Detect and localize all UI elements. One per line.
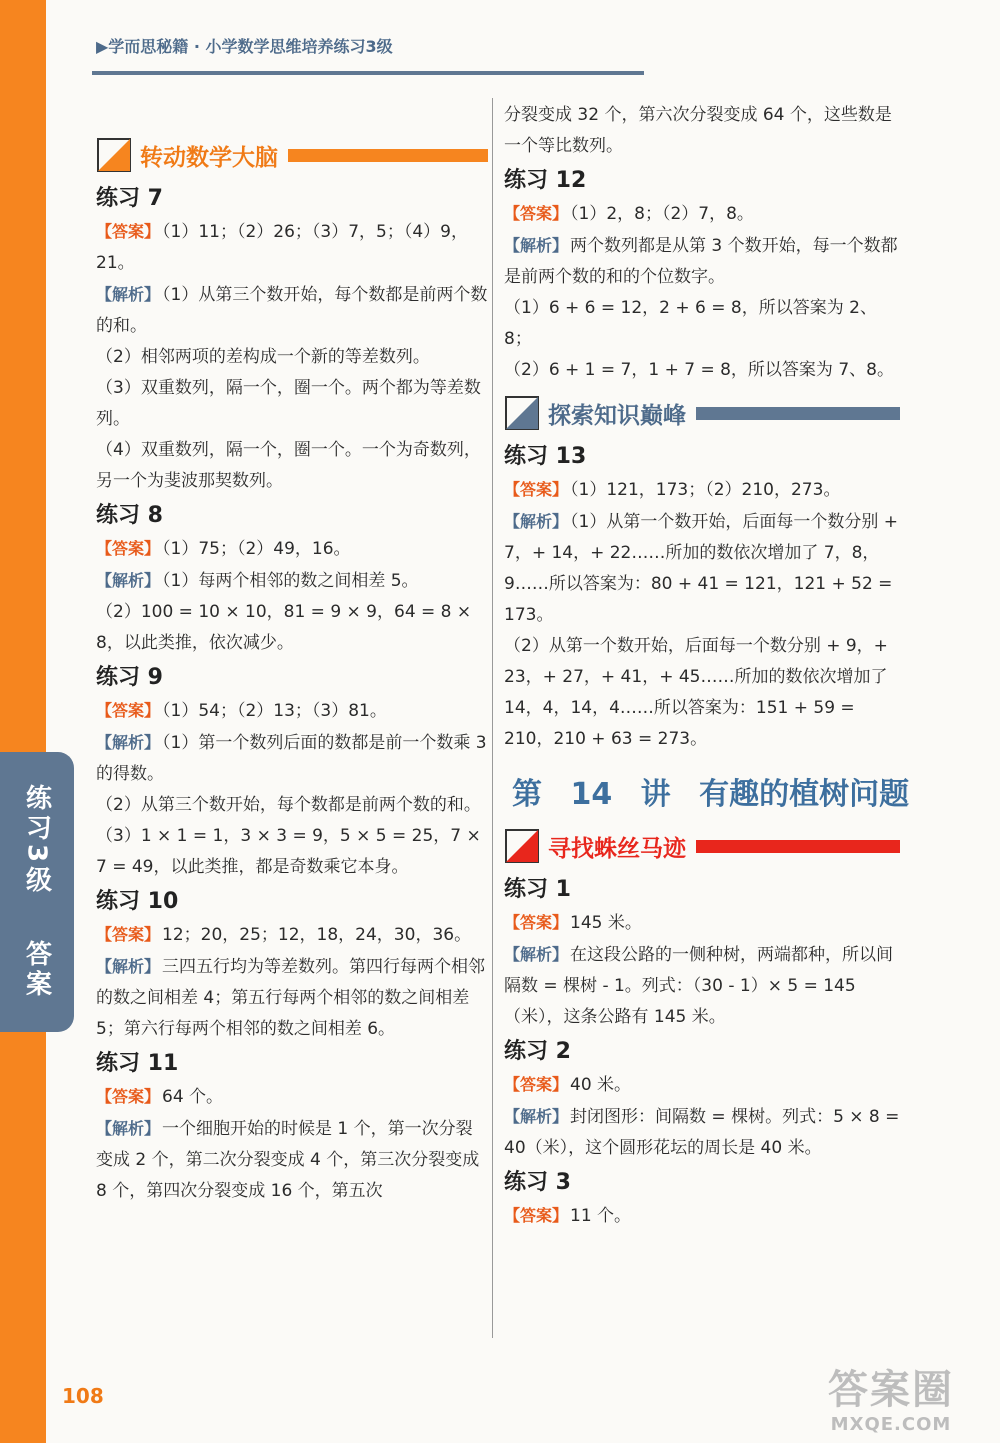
analysis-text: （1）从第三个数开始，每个数都是前两个数的和。 — [96, 285, 488, 336]
answer-line — [96, 1081, 488, 1113]
exercise-title: 练习 2 — [504, 1039, 571, 1064]
answer-text: 40 米。 — [570, 1075, 632, 1095]
answer-line — [96, 695, 488, 727]
answer-line — [504, 907, 900, 939]
answer-text: （1）11；（2）26；（3）7，5；（4）9，21。 — [96, 222, 468, 273]
answer-tag: 【答案】 — [504, 913, 569, 932]
section-title: 寻找蛛丝马迹 — [548, 835, 686, 862]
exercise-title: 练习 9 — [96, 665, 163, 690]
answer-text: 145 米。 — [570, 913, 642, 933]
answer-line — [504, 1069, 900, 1101]
half-square-icon — [504, 395, 540, 431]
section-bar — [288, 149, 488, 162]
exercise-title: 练习 1 — [504, 877, 571, 902]
exercise-title: 练习 8 — [96, 503, 163, 528]
answer-text: 11 个。 — [570, 1206, 632, 1226]
analysis-text: （4）双重数列，隔一个，圈一个。一个为奇数列，另一个为斐波那契数列。 — [96, 440, 481, 491]
analysis-tag: 【解析】 — [96, 733, 161, 752]
side-tab-level: 练习3级 — [21, 783, 52, 897]
column-divider — [492, 98, 493, 1338]
answer-tag: 【答案】 — [504, 1075, 569, 1094]
analysis-text: （2）从第三个数开始，每个数都是前两个数的和。 — [96, 795, 481, 815]
answer-text: 64 个。 — [162, 1087, 224, 1107]
analysis-line — [96, 727, 488, 790]
answer-line — [96, 533, 488, 565]
page-number: 108 — [62, 1384, 104, 1408]
analysis-text: 两个数列都是从第 3 个数开始，每一个数都是前两个数的和的个位数字。 — [504, 236, 898, 287]
exercise-title: 练习 13 — [504, 444, 587, 469]
watermark-url: MXQE.COM — [830, 1414, 952, 1435]
half-square-icon — [504, 828, 540, 864]
section-title: 探索知识巅峰 — [548, 402, 686, 429]
side-tab — [0, 752, 74, 1032]
answer-text: （1）75；（2）49，16。 — [162, 539, 351, 559]
analysis-tag: 【解析】 — [504, 512, 569, 531]
analysis-text: （1）从第一个数开始，后面每一个数分别 + 7，+ 14，+ 22……所加的数依次增加了 7，8，9……所以答案为：80 + 41 = 121，121 + 52 = 173。 — [504, 512, 898, 625]
answer-text: （1）54；（2）13；（3）81。 — [162, 701, 387, 721]
analysis-text: 三四五行均为等差数列。第四行每两个相邻的数之间相差 4；第五行每两个相邻的数之间相差 5；第六行每两个相邻的数之间相差 6。 — [96, 957, 486, 1039]
answer-line — [504, 474, 900, 506]
header-rule — [92, 71, 644, 75]
answer-line — [96, 919, 488, 951]
analysis-line — [504, 506, 900, 631]
lecture-title: 第 14 讲 有趣的植树问题 — [512, 777, 910, 812]
exercise-title: 练习 7 — [96, 186, 163, 211]
answer-tag: 【答案】 — [96, 925, 161, 944]
answer-tag: 【答案】 — [504, 204, 569, 223]
answer-tag: 【答案】 — [96, 701, 161, 720]
answer-tag: 【答案】 — [96, 1087, 161, 1106]
analysis-text: （3）双重数列，隔一个，圈一个。两个都为等差数列。 — [96, 378, 481, 429]
answer-text: （1）121，173；（2）210，273。 — [570, 480, 841, 500]
orange-edge-strip — [0, 0, 46, 1443]
analysis-line — [504, 1101, 900, 1164]
analysis-text: （2）相邻两项的差构成一个新的等差数列。 — [96, 347, 430, 367]
analysis-text: （3）1 × 1 = 1，3 × 3 = 9，5 × 5 = 25，7 × 7 = 49，以此类推，都是奇数乘它本身。 — [96, 826, 481, 877]
analysis-text: （2）从第一个数开始，后面每一个数分别 + 9，+ 23，+ 27，+ 41，+ 45……所加的数依次增加了 14，4，14，4……所以答案为：151 + 59 = 210，210 + 63 = 273。 — [504, 636, 888, 749]
answer-tag: 【答案】 — [504, 480, 569, 499]
analysis-tag: 【解析】 — [96, 1119, 161, 1138]
left-column — [96, 128, 488, 1207]
section-head-clues — [504, 823, 900, 869]
section-title: 转动数学大脑 — [140, 144, 278, 171]
exercise-title: 练习 11 — [96, 1051, 179, 1076]
section-bar — [696, 840, 900, 853]
exercise-title: 练习 10 — [96, 889, 179, 914]
analysis-text: 一个细胞开始的时候是 1 个，第一次分裂变成 2 个，第二次分裂变成 4 个，第三次分裂变成 8 个，第四次分裂变成 16 个，第五次 — [96, 1119, 480, 1201]
section-bar — [696, 407, 900, 420]
answer-line — [504, 1200, 900, 1232]
analysis-text: 封闭图形：间隔数 = 棵树。列式：5 × 8 = 40（米），这个圆形花坛的周长是 40 米。 — [504, 1107, 900, 1158]
watermark-logo — [796, 1366, 986, 1435]
analysis-line — [96, 565, 488, 597]
analysis-text: 在这段公路的一侧种树，两端都种，所以间隔数 = 棵树 - 1。列式：（30 - 1）× 5 = 145（米），这条公路有 145 米。 — [504, 945, 894, 1027]
watermark-text: 答案圈 — [828, 1367, 954, 1413]
answer-line — [96, 216, 488, 279]
exercise-title: 练习 3 — [504, 1170, 571, 1195]
exercise-title: 练习 12 — [504, 168, 587, 193]
analysis-text: （2）100 = 10 × 10，81 = 9 × 9，64 = 8 × 8，以此类推，依次减少。 — [96, 602, 472, 653]
analysis-line — [96, 951, 488, 1045]
analysis-tag: 【解析】 — [504, 945, 569, 964]
section-head-brain — [96, 132, 488, 178]
continued-text: 分裂变成 32 个，第六次分裂变成 64 个，这些数是一个等比数列。 — [504, 105, 892, 156]
answer-tag: 【答案】 — [96, 539, 161, 558]
analysis-tag: 【解析】 — [96, 571, 161, 590]
analysis-line — [504, 230, 900, 293]
analysis-text: （1）6 + 6 = 12，2 + 6 = 8，所以答案为 2、8； — [504, 298, 877, 349]
analysis-text: （1）每两个相邻的数之间相差 5。 — [162, 571, 419, 591]
analysis-tag: 【解析】 — [504, 1107, 569, 1126]
analysis-line — [504, 939, 900, 1033]
running-header: ▶学而思秘籍 · 小学数学思维培养练习3级 — [96, 37, 393, 56]
analysis-line — [96, 279, 488, 342]
side-tab-answer: 答案 — [21, 940, 52, 1001]
answer-text: 12；20，25；12，18，24，30，36。 — [162, 925, 472, 945]
section-head-explore — [504, 390, 900, 436]
answer-tag: 【答案】 — [504, 1206, 569, 1225]
answer-line — [504, 198, 900, 230]
analysis-text: （1）第一个数列后面的数都是前一个数乘 3 的得数。 — [96, 733, 487, 784]
right-column — [504, 100, 910, 1232]
analysis-tag: 【解析】 — [96, 957, 161, 976]
answer-text: （1）2，8；（2）7，8。 — [570, 204, 754, 224]
analysis-tag: 【解析】 — [504, 236, 569, 255]
analysis-line — [96, 1113, 488, 1207]
analysis-text: （2）6 + 1 = 7，1 + 7 = 8，所以答案为 7、8。 — [504, 360, 894, 380]
analysis-tag: 【解析】 — [96, 285, 161, 304]
half-square-icon — [96, 137, 132, 173]
answer-tag: 【答案】 — [96, 222, 161, 241]
